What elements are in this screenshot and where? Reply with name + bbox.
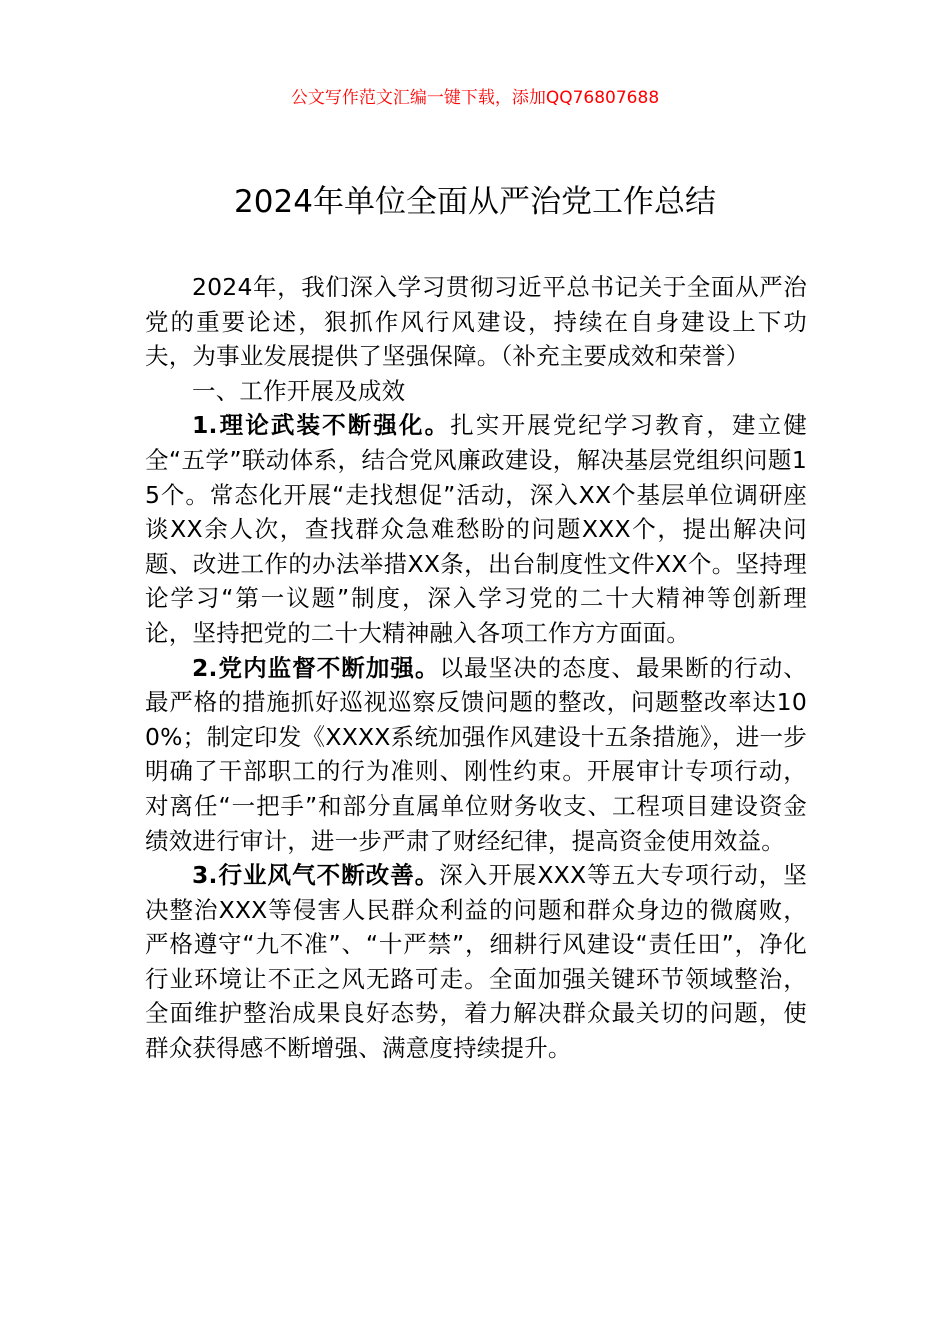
item-lead-3: 3.行业风气不断改善。	[192, 861, 440, 890]
section-heading: 一、工作开展及成效	[192, 376, 406, 405]
item-lead-1: 1.理论武装不断强化。	[192, 411, 451, 440]
item-paragraph-3	[145, 858, 807, 1066]
item-paragraph-1	[145, 408, 807, 650]
item-text-1: 扎实开展党纪学习教育，建立健全“五学”联动体系，结合党风廉政建设，解决基层党组织问题15个。常态化开展“走找想促”活动，深入XX个基层单位调研座谈XX余人次，查找群众急难愁盼的问题XXX个，提出解决问题、改进工作的办法举措XX条，出台制度性文件XX个。坚持理论学习“第一议题”制度，深入学习党的二十大精神等创新理论，坚持把党的二十大精神融入各项工作方方面面。	[145, 411, 807, 647]
document-body	[145, 270, 807, 1066]
promo-download-link[interactable]: 公文写作范文汇编一键下载，添加QQ76807688	[290, 88, 660, 108]
document-title: 2024年单位全面从严治党工作总结	[234, 184, 716, 220]
intro-paragraph: 2024年，我们深入学习贯彻习近平总书记关于全面从严治党的重要论述，狠抓作风行风建设，持续在自身建设上下功夫，为事业发展提供了坚强保障。（补充主要成效和荣誉）	[145, 273, 807, 371]
item-text-2: 以最坚决的态度、最果断的行动、最严格的措施抓好巡视巡察反馈问题的整改，问题整改率达100%；制定印发《XXXX系统加强作风建设十五条措施》，进一步明确了干部职工的行为准则、刚性约束。开展审计专项行动，对离任“一把手”和部分直属单位财务收支、工程项目建设资金绩效进行审计，进一步严肃了财经纪律，提高资金使用效益。	[145, 653, 807, 855]
item-paragraph-2	[145, 651, 807, 859]
item-lead-2: 2.党内监督不断加强。	[192, 653, 440, 682]
item-text-3: 深入开展XXX等五大专项行动，坚决整治XXX等侵害人民群众利益的问题和群众身边的微腐败，严格遵守“九不准”、“十严禁”，细耕行风建设“责任田”，净化行业环境让不正之风无路可走。全面加强关键环节领域整治，全面维护整治成果良好态势，着力解决群众最关切的问题，使群众获得感不断增强、满意度持续提升。	[145, 861, 807, 1063]
